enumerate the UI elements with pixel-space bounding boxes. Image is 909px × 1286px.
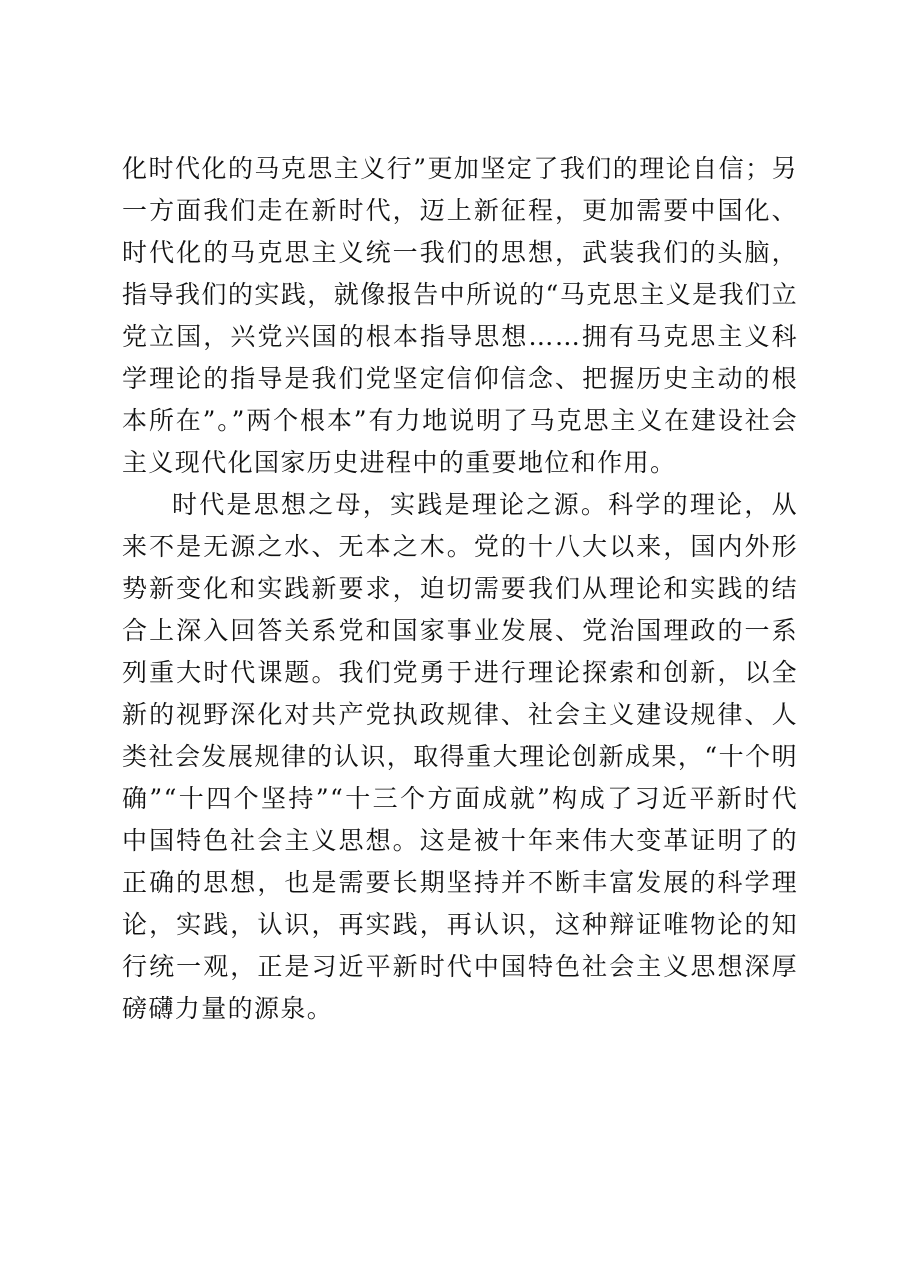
document-body [122,148,798,1030]
paragraph-continued: 化时代化的马克思主义行”更加坚定了我们的理论自信；另一方面我们走在新时代，迈上新征程，更加需要中国化、时代化的马克思主义统一我们的思想，武装我们的头脑，指导我们的实践，就像报告中所说的“马克思主义是我们立党立国，兴党兴国的根本指导思想……拥有马克思主义科学理论的指导是我们党坚定信仰信念、把握历史主动的根本所在”。”两个根本”有力地说明了马克思主义在建设社会主义现代化国家历史进程中的重要地位和作用。 [122,154,798,477]
paragraph: 时代是思想之母，实践是理论之源。科学的理论，从来不是无源之水、无本之木。党的十八大以来，国内外形势新变化和实践新要求，迫切需要我们从理论和实践的结合上深入回答关系党和国家事业发展、党治国理政的一系列重大时代课题。我们党勇于进行理论探索和创新，以全新的视野深化对共产党执政规律、社会主义建设规律、人类社会发展规律的认识，取得重大理论创新成果，“十个明确”“十四个坚持”“十三个方面成就”构成了习近平新时代中国特色社会主义思想。这是被十年来伟大变革证明了的正确的思想，也是需要长期坚持并不断丰富发展的科学理论，实践，认识，再实践，再认识，这种辩证唯物论的知行统一观，正是习近平新时代中国特色社会主义思想深厚磅礴力量的源泉。 [122,490,798,1023]
